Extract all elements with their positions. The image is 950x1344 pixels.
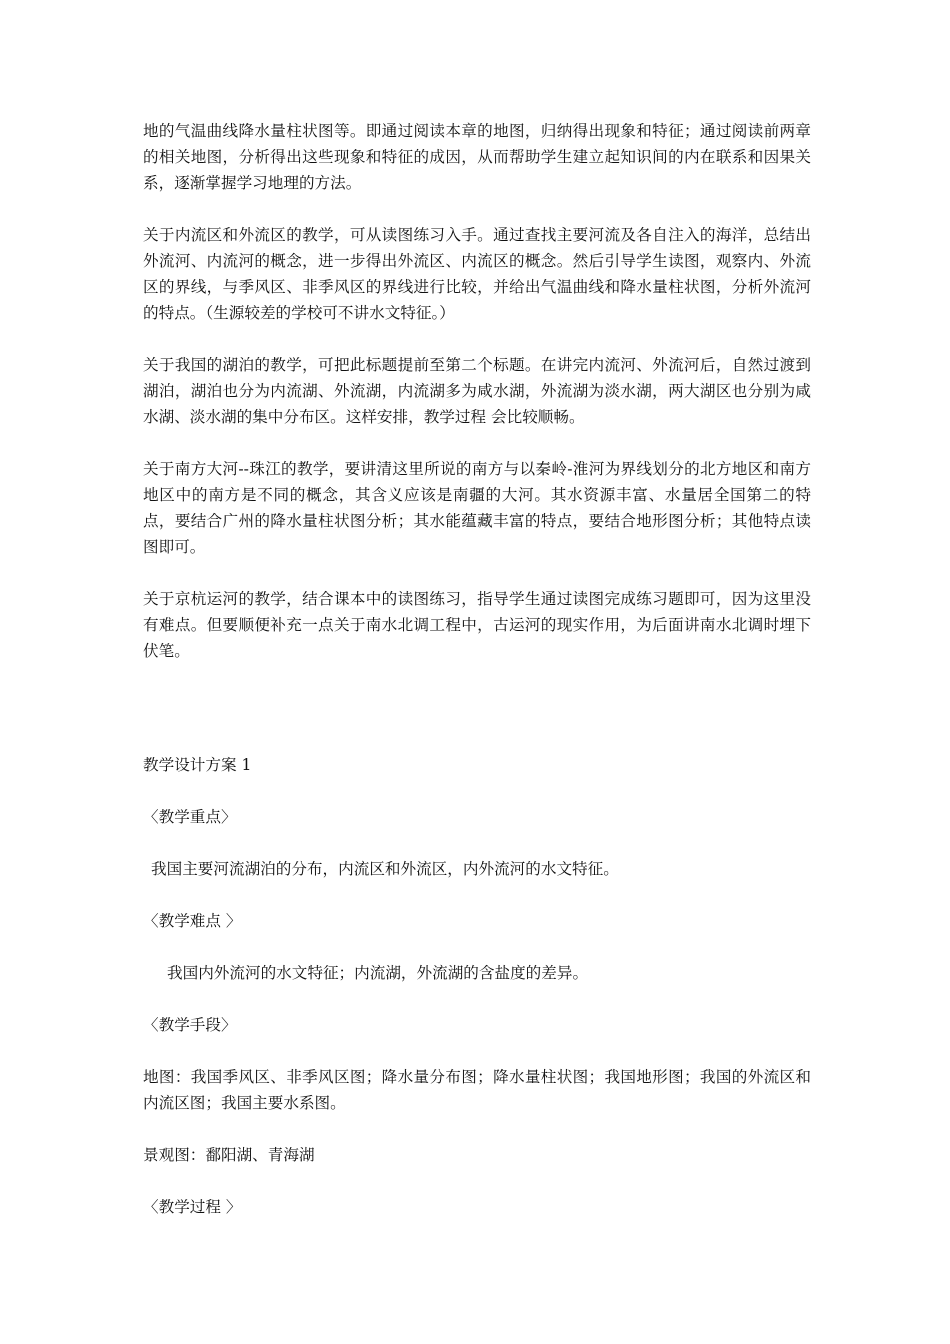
maps-text: 地图：我国季风区、非季风区图；降水量分布图；降水量柱状图；我国地形图；我国的外流区和内流区图；我国主要水系图。: [143, 1068, 811, 1112]
means-heading: 〈教学手段〉: [143, 1016, 237, 1034]
paragraph-inflow-outflow: 关于内流区和外流区的教学，可从读图练习入手。通过查找主要河流及各自注入的海洋，总结出外流河、内流河的概念，进一步得出外流区、内流区的概念。然后引导学生读图，观察内、外流区的界线，与季风区、非季风区的界线进行比较，并给出气温曲线和降水量柱状图，分析外流河的特点。（生源较差的学校可不讲水文特征。）: [143, 226, 811, 322]
difficulties-text: 我国内外流河的水文特征；内流湖，外流湖的含盐度的差异。: [167, 964, 589, 982]
difficulties-heading: 〈教学难点 〉: [143, 912, 242, 930]
paragraph-pearl-river: 关于南方大河--珠江的教学，要讲清这里所说的南方与以秦岭-淮河为界线划分的北方地区和南方地区中的南方是不同的概念，其含义应该是南疆的大河。其水资源丰富、水量居全国第二的特点，要结合广州的降水量柱状图分析；其水能蕴藏丰富的特点，要结合地形图分析；其他特点读图即可。: [143, 460, 811, 556]
key-points-heading: 〈教学重点〉: [143, 808, 237, 826]
paragraph-lakes: 关于我国的湖泊的教学，可把此标题提前至第二个标题。在讲完内流河、外流河后，自然过渡到湖泊，湖泊也分为内流湖、外流湖，内流湖多为咸水湖，外流湖为淡水湖，两大湖区也分别为咸水湖、淡水湖的集中分布区。这样安排，教学过程 会比较顺畅。: [143, 356, 811, 426]
document-page: [143, 118, 811, 1246]
design-title: 教学设计方案 1: [143, 756, 252, 774]
key-points-text: 我国主要河流湖泊的分布，内流区和外流区，内外流河的水文特征。: [151, 860, 619, 878]
paragraph-grand-canal: 关于京杭运河的教学，结合课本中的读图练习，指导学生通过读图完成练习题即可，因为这里没有难点。但要顺便补充一点关于南水北调工程中，古运河的现实作用，为后面讲南水北调时埋下伏笔。: [143, 590, 811, 660]
section-gap: [143, 690, 811, 752]
process-heading: 〈教学过程 〉: [143, 1198, 242, 1216]
paragraph-map-reading: 地的气温曲线降水量柱状图等。即通过阅读本章的地图，归纳得出现象和特征；通过阅读前两章的相关地图，分析得出这些现象和特征的成因，从而帮助学生建立起知识间的内在联系和因果关系，逐渐掌握学习地理的方法。: [143, 122, 811, 192]
scenery-text: 景观图：鄱阳湖、青海湖: [143, 1146, 315, 1164]
